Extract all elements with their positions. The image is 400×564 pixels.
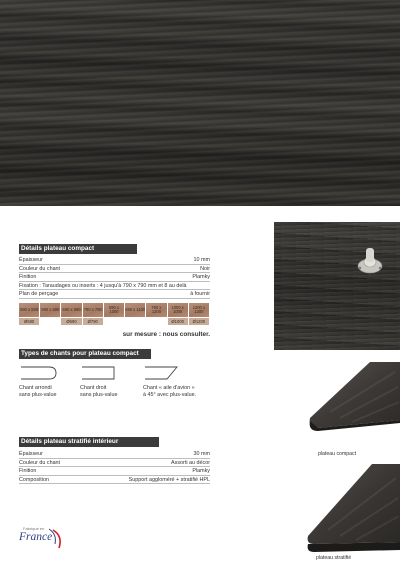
edge-label: [143, 385, 213, 399]
compact-photo-caption: plateau compact: [318, 451, 357, 457]
straight-edge-icon: [80, 365, 120, 381]
diameter-swatch: Ø1000: [168, 318, 188, 325]
edge-label: [19, 385, 79, 399]
spec-label: Épaisseur: [19, 257, 43, 263]
laminate-slab-photo: [300, 464, 400, 556]
logo-swoosh-icon: [19, 526, 69, 556]
spec-row: [19, 282, 210, 291]
spec-row: [19, 273, 210, 282]
spec-label: Finition: [19, 468, 37, 475]
edge-types-heading: Types de chants pour plateau compact: [19, 349, 151, 359]
edge-bevel: [143, 365, 213, 399]
size-grid: [19, 303, 210, 325]
custom-size-note: sur mesure : nous consulter.: [122, 331, 210, 338]
spec-value: 10 mm: [193, 257, 210, 263]
table-base-photo: [274, 222, 400, 350]
logo-wordmark: France: [19, 531, 53, 543]
made-in-france-logo: [19, 526, 69, 556]
compact-details-heading: Détails plateau compact: [19, 244, 137, 254]
size-swatch: 590 x 590: [19, 303, 39, 317]
edge-label: [80, 385, 140, 399]
edge-label-line: à 45° avec plus-value.: [143, 392, 197, 398]
edge-label-line: Chant « aile d'avion »: [143, 385, 195, 391]
wood-texture-hero: [0, 0, 400, 206]
size-swatch: 590 x 690: [40, 303, 60, 317]
diameter-swatch: Ø1200: [189, 318, 209, 325]
spec-row: [19, 256, 210, 265]
spec-label: Épaisseur: [19, 451, 43, 457]
spec-value: Support aggloméré + stratifié HPL: [128, 476, 210, 483]
spec-value: Noir: [200, 265, 210, 272]
bevel-edge-icon: [143, 365, 183, 381]
size-swatch: 1000 x 1000: [168, 303, 188, 317]
spec-value: Plamky: [192, 468, 210, 475]
diameter-swatch: Ø790: [83, 318, 103, 325]
diameter-swatch: [125, 318, 145, 325]
spec-label: Plan de perçage: [19, 291, 59, 298]
spec-value: Plamky: [192, 274, 210, 281]
compact-spec-table: [19, 256, 210, 299]
laminate-slab-shape: [300, 464, 400, 556]
logo-tagline: Fabriqué en: [23, 526, 45, 531]
spec-label: Fixation : Taraudages ou inserts : 4 jusqu'à 790 x 790 mm et 8 au delà: [19, 282, 187, 289]
diameter-swatch: Ø590: [19, 318, 39, 325]
size-swatch: 790 x 1200: [146, 303, 166, 317]
laminate-photo-caption: plateau stratifié: [316, 555, 352, 561]
spec-label: Couleur du chant: [19, 265, 61, 272]
diameter-swatch: [40, 318, 60, 325]
edge-rounded: [19, 365, 79, 399]
spec-label: Couleur du chant: [19, 459, 61, 466]
laminate-details-heading: Détails plateau stratifié intérieur: [19, 437, 159, 447]
spec-row: [19, 467, 210, 476]
spec-label: Composition: [19, 476, 49, 483]
size-swatch: 790 x 790: [83, 303, 103, 317]
spec-row: [19, 450, 210, 459]
edge-label-line: Chant droit: [80, 385, 107, 391]
laminate-spec-table: [19, 450, 210, 484]
size-row: [19, 303, 210, 317]
edge-label-line: sans plus-value: [19, 392, 57, 398]
size-swatch: 590 x 1000: [104, 303, 124, 317]
diameter-row: [19, 318, 210, 325]
edge-label-line: sans plus-value: [80, 392, 118, 398]
edge-straight: [80, 365, 140, 399]
size-swatch: 690 x 690: [61, 303, 81, 317]
compact-slab-photo: [300, 362, 400, 460]
size-swatch: 1200 x 1200: [189, 303, 209, 317]
spec-row: [19, 476, 210, 485]
diameter-swatch: [104, 318, 124, 325]
table-base-fixture-icon: [274, 222, 400, 350]
diameter-swatch: Ø690: [61, 318, 81, 325]
spec-label: Finition: [19, 274, 37, 281]
spec-value: 30 mm: [193, 451, 210, 457]
spec-value: à fournir: [190, 291, 210, 298]
compact-slab-shape: [300, 362, 400, 460]
size-swatch: 690 x 1100: [125, 303, 145, 317]
spec-value: Assorti au décor: [171, 459, 210, 466]
spec-row: [19, 290, 210, 299]
rounded-edge-icon: [19, 365, 59, 381]
diameter-swatch: [146, 318, 166, 325]
spec-row: [19, 265, 210, 274]
spec-row: [19, 459, 210, 468]
edge-label-line: Chant arrondi: [19, 385, 52, 391]
